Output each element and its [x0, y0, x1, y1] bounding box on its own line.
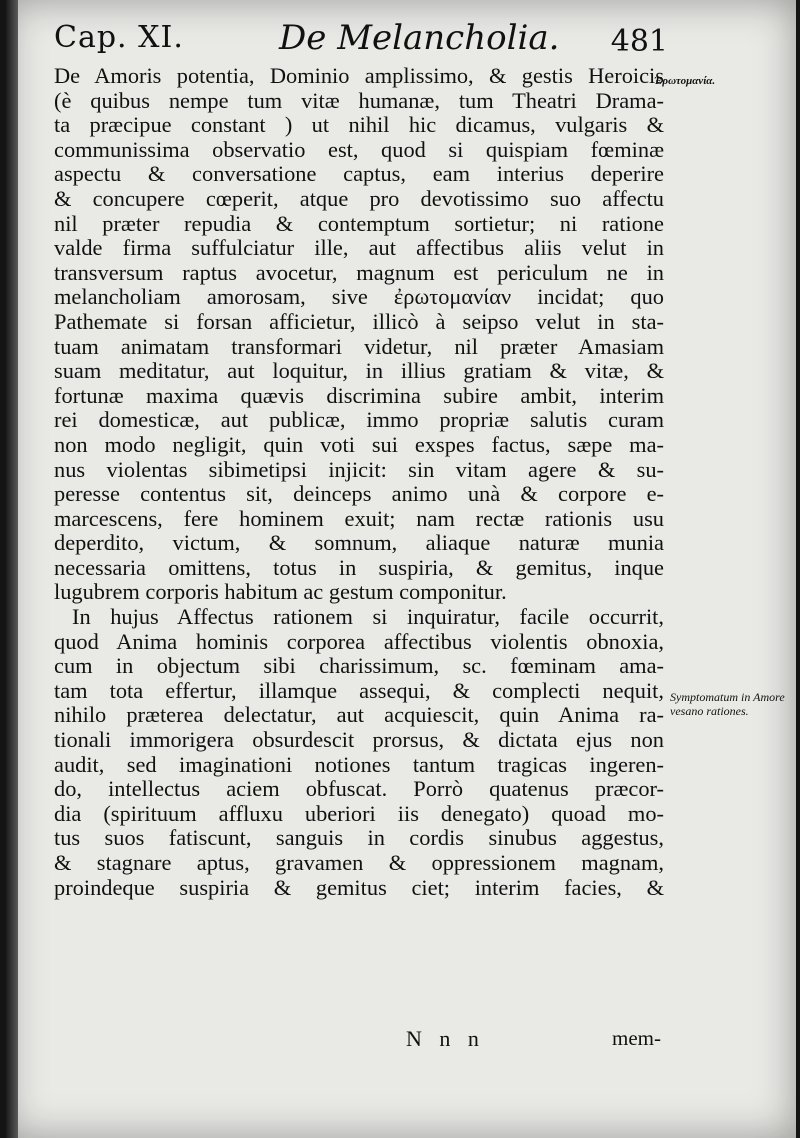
text-line: necessaria omittens, totus in suspiria, & gemitus, inque: [54, 554, 664, 580]
margin-note-symptomatum: Symptomatum in Amore vesano rationes.: [670, 690, 785, 718]
text-line: aspectu & conversatione captus, eam interius deperire: [54, 161, 664, 187]
text-line: transversum raptus avocetur, magnum est periculum ne in: [54, 259, 664, 285]
text-line: Pathemate si forsan afficietur, illicò à seipso velut in sta-: [54, 308, 664, 334]
text-line: audit, sed imaginationi notiones tantum tragicas ingeren-: [54, 751, 664, 777]
text-line: rei domesticæ, aut publicæ, immo propriæ salutis curam: [54, 407, 664, 433]
text-line: (è quibus nempe tum vitæ humanæ, tum Theatri Drama-: [54, 87, 664, 113]
text-line: fortunæ maxima quævis discrimina subire ambit, interim: [54, 382, 664, 408]
chapter-label: Cap. XI.: [54, 20, 184, 55]
catchword: mem-: [612, 1026, 661, 1050]
page-number: 481: [610, 24, 668, 59]
text-line: nus violentas sibimetipsi injicit: sin vitam agere & su-: [54, 456, 664, 482]
text-line: lugubrem corporis habitum ac gestum componitur.: [54, 579, 507, 605]
text-line: tionali immorigera obsurdescit prorsus, & dictata ejus non: [54, 727, 664, 753]
body-text: [54, 64, 664, 900]
text-line: In hujus Affectus rationem si inquiratur, facile occurrit,: [72, 604, 664, 630]
text-line: dia (spirituum affluxu uberiori iis denegato) quoad mo-: [54, 800, 664, 826]
text-line: valde firma suffulciatur ille, aut affectibus aliis velut in: [54, 235, 664, 261]
book-page: [6, 0, 796, 1138]
text-line: tus suos fatiscunt, sanguis in cordis sinubus aggestus,: [54, 825, 664, 851]
page-gutter: [6, 0, 18, 1138]
text-line: nil præter repudia & contemptum sortietur; ni ratione: [54, 210, 664, 236]
text-line: do, intellectus aciem obfuscat. Porrò quatenus præcor-: [54, 776, 664, 802]
text-line: marcescens, fere hominem exuit; nam rectæ rationis usu: [54, 505, 664, 531]
text-line: De Amoris potentia, Dominio amplissimo, & gestis Heroicis: [54, 63, 664, 88]
text-line: nihilo præterea delectatur, aut acquiescit, quin Anima ra-: [54, 702, 664, 728]
page-title: De Melancholia.: [279, 18, 560, 58]
text-line: cum in objectum sibi charissimum, sc. fœminam ama-: [54, 653, 664, 679]
margin-note-erotomania: Ἐρωτομανία.: [654, 75, 716, 87]
text-line: suam meditatur, aut loquitur, in illius gratiam & vitæ, &: [54, 358, 664, 384]
text-line: deperdito, victum, & somnum, aliaque naturæ munia: [54, 530, 664, 556]
text-line: tam tota effertur, illamque assequi, & complecti nequit,: [54, 677, 664, 703]
text-line: ta præcipue constant ) ut nihil hic dicamus, vulgaris &: [54, 112, 664, 138]
running-header: [54, 18, 668, 60]
text-line: tuam animatam transformari videtur, nil præter Amasiam: [54, 333, 664, 359]
text-line: melancholiam amorosam, sive ἐρωτομανίαν incidat; quo: [54, 284, 664, 310]
text-line: proindeque suspiria & gemitus ciet; interim facies, &: [54, 874, 664, 900]
text-line: quod Anima hominis corporea affectibus violentis obnoxia,: [54, 628, 664, 654]
text-line: peresse contentus sit, deinceps animo unà & corpore e-: [54, 481, 664, 507]
signature-mark: N n n: [406, 1026, 485, 1051]
text-line: & concupere cœperit, atque pro devotissimo suo affectu: [54, 185, 664, 211]
text-line: communissima observatio est, quod si quispiam fœminæ: [54, 136, 664, 162]
text-line: & stagnare aptus, gravamen & oppressionem magnam,: [54, 850, 664, 875]
text-line: non modo negligit, quin voti sui exspes factus, sæpe ma-: [54, 431, 664, 457]
